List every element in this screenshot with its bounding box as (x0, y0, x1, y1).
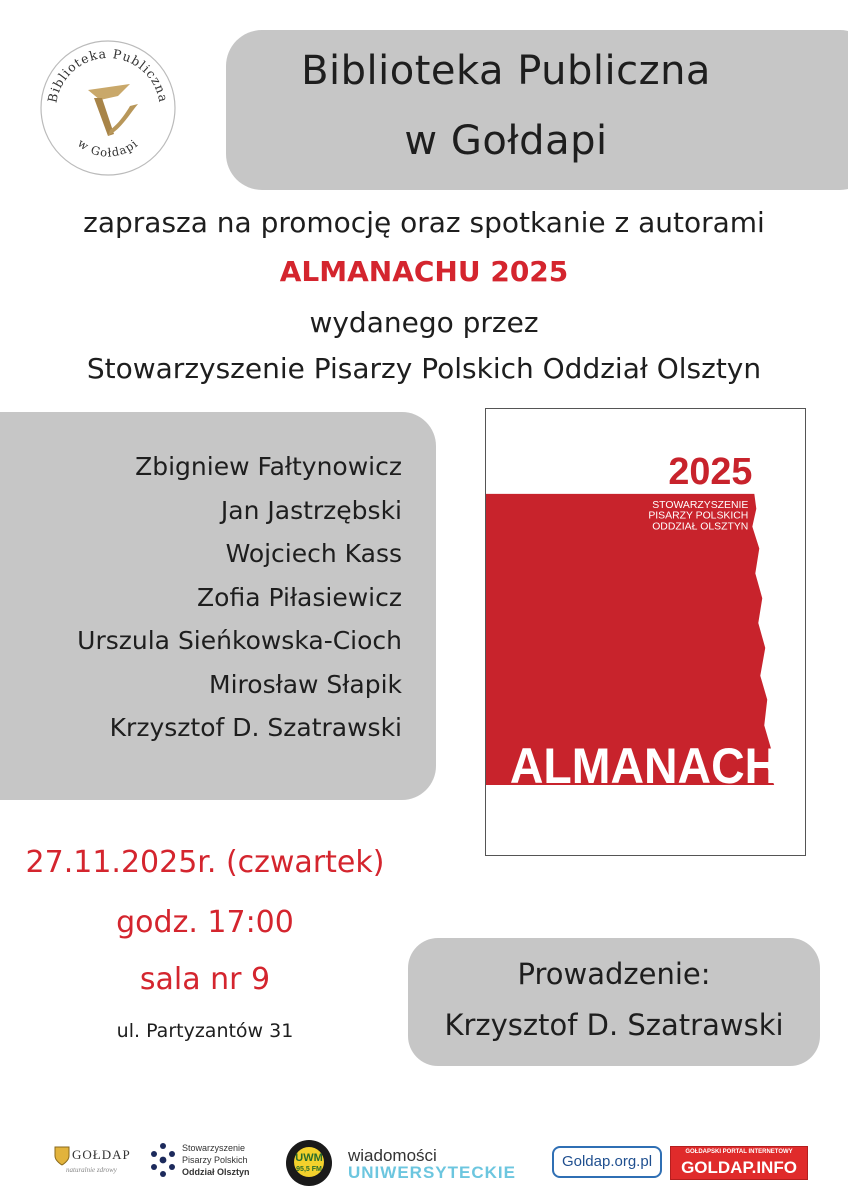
goldap-name: GOŁDAP (72, 1147, 131, 1162)
author-name: Krzysztof D. Szatrawski (109, 713, 402, 742)
cover-org-line3: ODDZIAŁ OLSZTYN (652, 521, 749, 533)
news-line1: wiadomości (348, 1146, 437, 1165)
authors-list (30, 450, 402, 755)
association-name: Stowarzyszenie Pisarzy Polskich Oddział Olsztyn (86, 352, 762, 385)
goldap-org-text: Goldap.org.pl (561, 1153, 653, 1170)
sponsor-wiadomosci (348, 1146, 538, 1186)
sponsor-goldap-info (670, 1146, 808, 1180)
event-date: 27.11.2025r. (czwartek) (25, 845, 385, 880)
goldap-info-text: GOLDAP.INFO (681, 1158, 797, 1177)
spp-star-icon (150, 1142, 176, 1178)
almanac-title: ALMANACHU 2025 (279, 255, 569, 288)
author-name: Jan Jastrzębski (220, 495, 402, 525)
sponsor-goldap-org (552, 1146, 662, 1178)
cover-org-line1: STOWARZYSZENIE (652, 499, 749, 511)
library-book-logo-icon (88, 84, 138, 136)
author-name: Zbigniew Fałtynowicz (135, 452, 402, 481)
event-address: ul. Partyzantów 31 (116, 1020, 294, 1042)
cover-org-line2: PISARZY POLSKICH (648, 510, 749, 522)
event-room: sala nr 9 (139, 962, 271, 997)
spp-line3: Oddział Olsztyn (182, 1167, 250, 1177)
sponsor-radio-uwm (284, 1138, 334, 1188)
page-title-line2: w Gołdapi (404, 118, 608, 164)
logo-text-bottom: w Gołdapi (75, 135, 141, 160)
goldap-crest-icon (54, 1146, 70, 1166)
invitation-text: zaprasza na promocję oraz spotkanie z autorami (83, 206, 765, 239)
logo-text-top: Biblioteka Publiczna (44, 45, 172, 105)
library-logo (38, 38, 178, 178)
goldap-info-tagline: GOŁDAPSKI PORTAL INTERNETOWY (685, 1149, 793, 1155)
author-name: Mirosław Słapik (209, 669, 402, 699)
author-name: Wojciech Kass (225, 539, 402, 568)
cover-title: ALMANACH (509, 738, 779, 795)
author-name: Zofia Piłasiewicz (197, 582, 402, 612)
host-label: Prowadzenie: (517, 957, 711, 991)
author-name: Urszula Sieńkowska-Cioch (77, 626, 402, 655)
radio-uwm-icon (284, 1138, 334, 1188)
host-name: Krzysztof D. Szatrawski (444, 1008, 784, 1042)
book-cover (485, 408, 806, 856)
sponsor-spp (150, 1140, 262, 1184)
news-line2: UNIWERSYTECKIE (348, 1163, 516, 1182)
published-by-text: wydanego przez (309, 306, 539, 339)
cover-year: 2025 (668, 450, 753, 493)
spp-line2: Pisarzy Polskich (182, 1155, 248, 1165)
page-title-line1: Biblioteka Publiczna (301, 48, 711, 94)
radio-frequency: 95,5 FM (296, 1166, 322, 1173)
sponsor-goldap (52, 1142, 132, 1184)
goldap-tagline: naturalnie zdrowy (66, 1166, 117, 1174)
event-time: godz. 17:00 (116, 905, 294, 940)
spp-line1: Stowarzyszenie (182, 1143, 246, 1153)
radio-name: UWM (295, 1152, 323, 1164)
svg-text:w Gołdapi (75, 136, 141, 160)
